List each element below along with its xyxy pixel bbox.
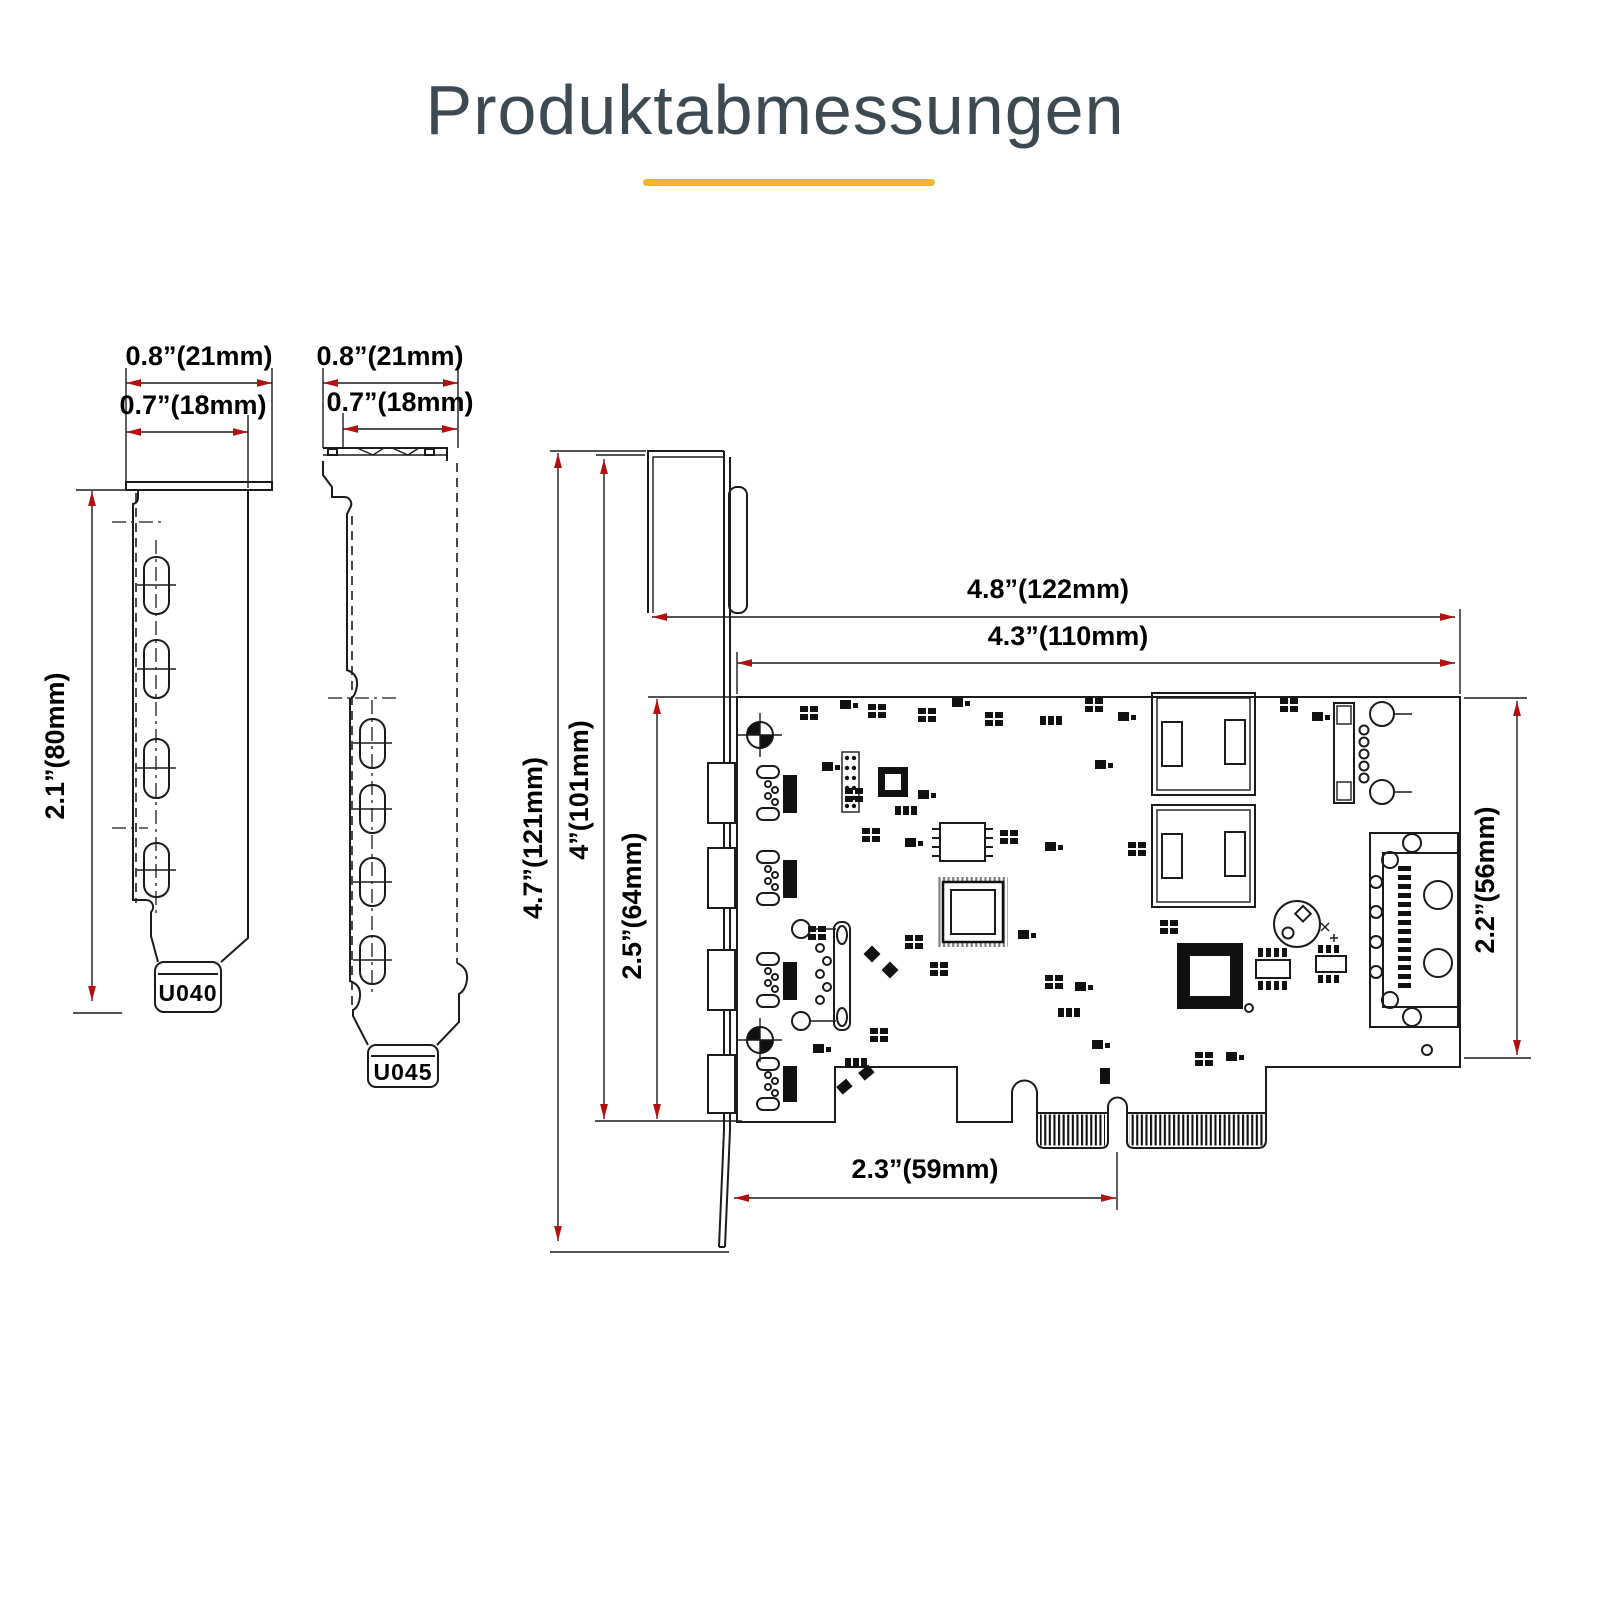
u045-width-inner: 0.7”(18mm) bbox=[326, 387, 474, 417]
tooling-hole bbox=[1422, 1045, 1432, 1055]
soic-chip bbox=[932, 823, 993, 861]
pin-header bbox=[842, 752, 859, 812]
card-height-half: 2.5”(64mm) bbox=[617, 832, 647, 980]
u045-width-outer: 0.8”(21mm) bbox=[316, 341, 464, 371]
smd-components bbox=[800, 698, 1346, 1095]
usb-c-port bbox=[708, 950, 797, 1010]
card-length-outer: 4.8”(122mm) bbox=[966, 574, 1130, 604]
right-edge-header bbox=[1370, 833, 1458, 1027]
card-height-outer: 4.7”(121mm) bbox=[518, 756, 548, 920]
bracket-u045 bbox=[316, 341, 473, 1087]
card-height-pcb: 4”(101mm) bbox=[564, 720, 594, 860]
shield-module-2 bbox=[1152, 805, 1255, 907]
mounting-hole-top bbox=[738, 713, 782, 757]
buzzer bbox=[1274, 901, 1338, 947]
card-edge-offset: 2.3”(59mm) bbox=[851, 1154, 999, 1184]
secondary-chip-qfn bbox=[1177, 943, 1253, 1012]
pcie-card bbox=[518, 451, 1531, 1252]
usb-c-port bbox=[708, 763, 797, 823]
usb-c-ports bbox=[708, 763, 797, 1113]
card-length-pcb: 4.3”(110mm) bbox=[987, 621, 1149, 651]
card-dimensions bbox=[518, 451, 1531, 1252]
u040-width-outer: 0.8”(21mm) bbox=[125, 341, 273, 371]
u040-height: 2.1”(80mm) bbox=[40, 672, 70, 820]
controller-chip-qfp bbox=[938, 877, 1008, 947]
u040-label: U040 bbox=[158, 980, 218, 1006]
shield-module-1 bbox=[1152, 693, 1255, 795]
usb-c-port bbox=[708, 1055, 797, 1113]
usb-c-port bbox=[708, 848, 797, 908]
page-title: Produktabmessungen bbox=[425, 71, 1125, 149]
pcie-edge-fingers bbox=[1037, 1113, 1266, 1146]
mounting-hole-bottom bbox=[738, 1018, 782, 1062]
top-right-connector bbox=[1334, 702, 1412, 804]
bracket-u040 bbox=[40, 341, 273, 1013]
u045-label: U045 bbox=[373, 1059, 433, 1085]
card-width: 2.2”(56mm) bbox=[1470, 806, 1500, 954]
u040-width-inner: 0.7”(18mm) bbox=[119, 390, 267, 420]
small-chip bbox=[878, 767, 908, 797]
